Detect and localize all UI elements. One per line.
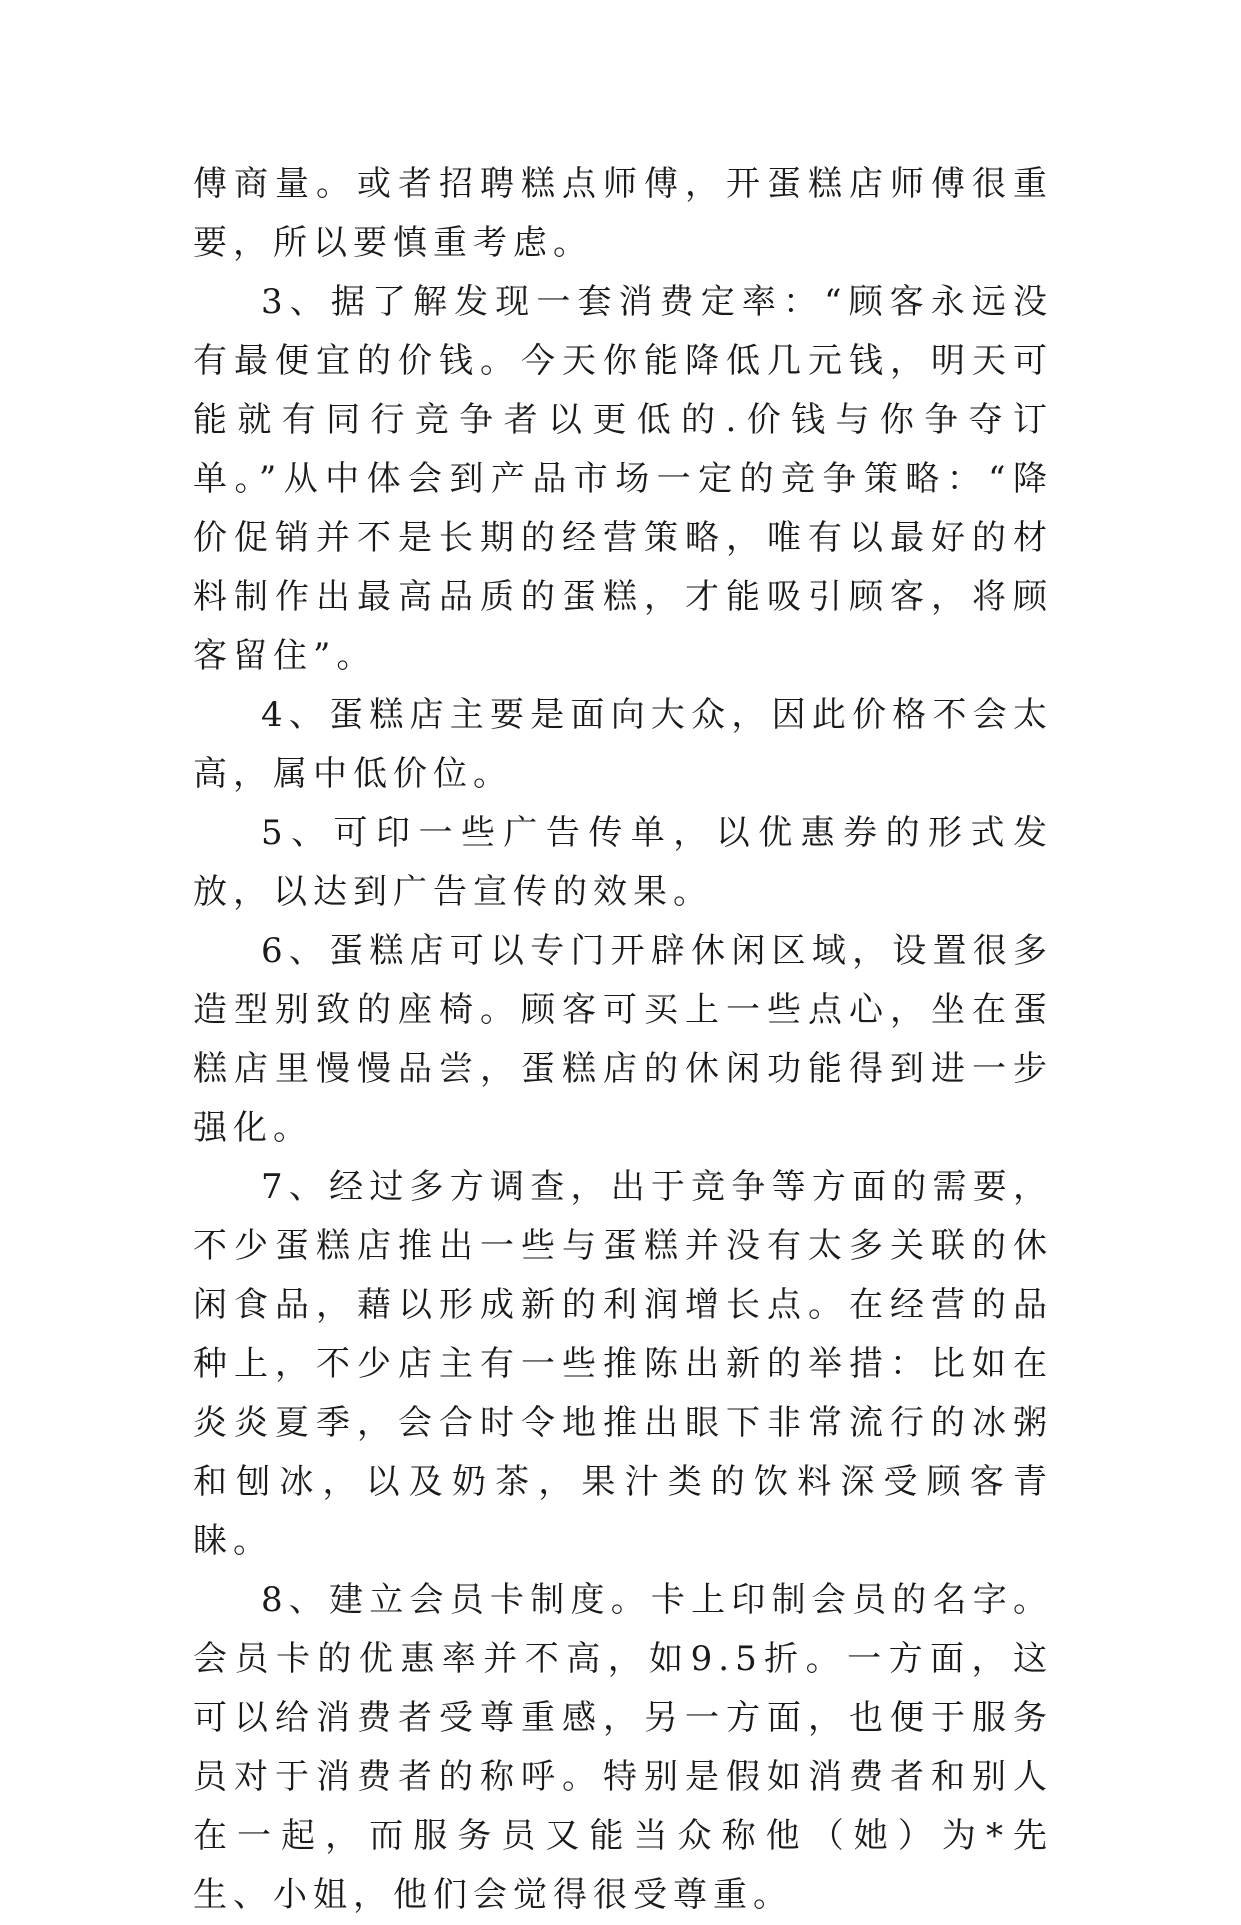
paragraph-item-7: 7、经过多方调查，出于竞争等方面的需要，不少蛋糕店推出一些与蛋糕并没有太多关联的休闲食品，藉以形成新的利润增长点。在经营的品种上，不少店主有一些推陈出新的举措：比如在炎炎夏季，会合时令地推出眼下非常流行的冰粥和刨冰，以及奶茶，果汁类的饮料深受顾客青睐。	[193, 1167, 1053, 1561]
paragraph-item-3: 3、据了解发现一套消费定率：“顾客永远没有最便宜的价钱。今天你能降低几元钱，明天可能就有同行竞争者以更低的.价钱与你争夺订单。”从中体会到产品市场一定的竞争策略：“降价促销并不是长期的经营策略，唯有以最好的材料制作出最高品质的蛋糕，才能吸引顾客，将顾客留住”。	[193, 282, 1053, 676]
paragraph-item-8: 8、建立会员卡制度。卡上印制会员的名字。会员卡的优惠率并不高，如9.5折。一方面，这可以给消费者受尊重感，另一方面，也便于服务员对于消费者的称呼。特别是假如消费者和别人在一起，而服务员又能当众称他（她）为*先生、小姐，他们会觉得很受尊重。	[193, 1580, 1053, 1915]
paragraph-item-4: 4、蛋糕店主要是面向大众，因此价格不会太高，属中低价位。	[193, 695, 1053, 794]
paragraph-continuation: 傅商量。或者招聘糕点师傅，开蛋糕店师傅很重要，所以要慎重考虑。	[193, 164, 1053, 263]
paragraph-item-5: 5、可印一些广告传单，以优惠券的形式发放，以达到广告宣传的效果。	[193, 813, 1053, 912]
paragraph-item-6: 6、蛋糕店可以专门开辟休闲区域，设置很多造型别致的座椅。顾客可买上一些点心，坐在蛋糕店里慢慢品尝，蛋糕店的休闲功能得到进一步强化。	[193, 931, 1053, 1148]
document-body	[193, 155, 1053, 1925]
